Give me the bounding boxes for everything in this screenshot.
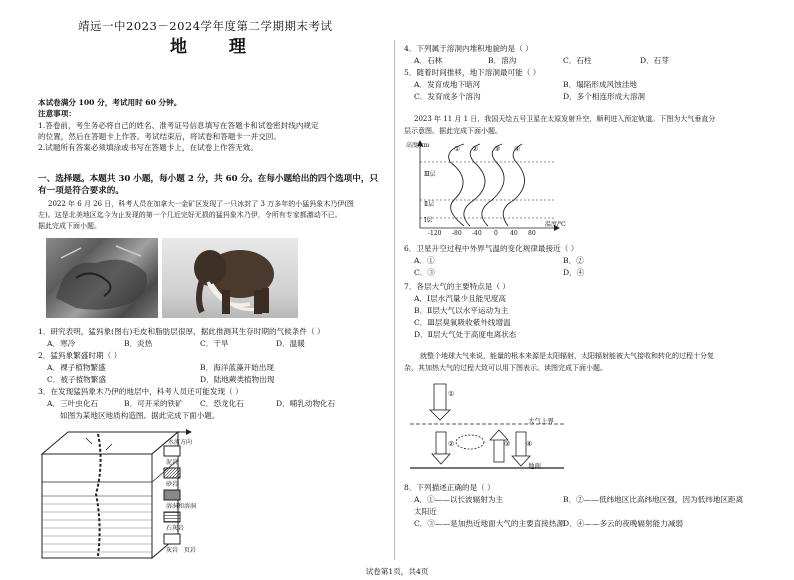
q3-option-a[interactable]: A．三叶虫化石	[47, 399, 99, 408]
section-heading-2: 有一项是符合要求的。	[38, 186, 124, 196]
q8-option-b-cont: 太阳近	[414, 507, 437, 516]
layer-label-2: Ⅱ层	[424, 201, 435, 208]
notice-item-1b: 的位置，然后在答题卡上作答。考试结束后，将试卷和答题卡一并交回。	[38, 132, 281, 141]
intro-text-3: 据此完成下面小题。	[38, 222, 101, 230]
q6-option-b[interactable]: B．②	[563, 256, 584, 265]
intro-satellite-2: 层示意图。据此完成下面小题。	[404, 127, 502, 135]
notice-item-2: 2.试题所有答案必须填涂或书写在答题卡上，在试卷上作答无效。	[38, 143, 258, 152]
q4-option-d[interactable]: D．石芽	[640, 56, 669, 65]
q7-option-d[interactable]: D．Ⅱ层大气处于高度电离状态	[414, 330, 517, 339]
legend-item-6: 页岩	[184, 547, 197, 554]
tick-3: -40	[472, 230, 482, 237]
chart-ylabel: 高度/km	[406, 142, 430, 149]
q5-option-b[interactable]: B．塌陷形成风蚀洼地	[563, 80, 637, 89]
q6-stem: 6．卫星升空过程中外界气温的变化规律最接近（ ）	[404, 244, 579, 253]
q7-option-a[interactable]: A．Ⅰ层水汽量少且能见度高	[414, 294, 507, 303]
mummy-illustration	[46, 238, 158, 318]
q5-stem: 5．随着时间推移，地下溶洞最可能（ ）	[404, 68, 541, 77]
q6-option-c[interactable]: C．③	[414, 268, 435, 277]
curve-3	[482, 144, 504, 226]
ground-label: 地面	[528, 462, 541, 470]
q1-option-b[interactable]: B．炎热	[124, 339, 153, 348]
diagram-num-4: ④	[526, 440, 533, 448]
intro-text-2: 左)。这是北美地区迄今为止发现的第一个几近完好无损的猛犸象木乃伊，令所有专家都激动不已。	[38, 211, 342, 219]
q7-stem: 7．各层大气的主要特点是（ ）	[404, 282, 510, 291]
legend-item-3: 溶洞和溶洞	[166, 503, 197, 510]
q2-option-c[interactable]: C．被子植物繁盛	[47, 375, 106, 384]
tick-2: -80	[452, 230, 462, 237]
curve-4	[503, 144, 524, 226]
q1-option-d[interactable]: D．温暖	[276, 339, 305, 348]
curve-label-4: ④	[514, 145, 521, 153]
diagram-num-1: ①	[448, 390, 455, 398]
legend-item-5: 灰岩	[166, 547, 179, 554]
diagram-num-3: ③	[504, 440, 511, 448]
q4-option-b[interactable]: B．溶沟	[488, 56, 517, 65]
section-heading: 一、选择题。本题共 30 小题，每小题 2 分，共 60 分。在每小题给出的四个选项中，只	[38, 174, 379, 184]
cloud	[456, 435, 484, 449]
q1-stem: 1．研究表明，猛犸象(图右)毛皮和脂肪层很厚，据此推测其生存时期的气候条件（ ）	[38, 327, 325, 336]
q2-option-d[interactable]: D．陆地蕨类植物出现	[200, 375, 275, 384]
curve-1	[449, 144, 464, 226]
subject-title: 地 理	[170, 37, 264, 57]
q1-option-a[interactable]: A．寒冷	[47, 339, 76, 348]
atmosphere-top-label: 大气上界	[528, 417, 554, 425]
q8-option-d[interactable]: D．④——多云的夜晚辐射能力减弱	[563, 519, 683, 528]
curve-label-3: ③	[494, 145, 501, 153]
tick-1: -120	[428, 230, 442, 237]
tick-5: 40	[510, 230, 518, 237]
mammoth-mummy-photo	[46, 238, 158, 318]
q4-option-a[interactable]: A．石林	[414, 56, 443, 65]
layer-label-1: Ⅰ层	[424, 217, 433, 224]
q3-option-b[interactable]: B．可开采的铁矿	[124, 399, 183, 408]
mammoth-illustration	[162, 238, 298, 318]
q2-option-b[interactable]: B．海洋蓝藻开始出现	[200, 363, 274, 372]
radiation-diagram	[404, 378, 604, 478]
legend-water-flow: 水流方向	[168, 439, 193, 446]
exam-title: 靖远一中2023－2024学年度第二学期期末考试	[78, 19, 333, 33]
tick-4: 0	[494, 230, 498, 237]
q5-option-d[interactable]: D．多个相连形成大溶洞	[563, 92, 646, 101]
q4-stem: 4．下列属于溶洞内堆积地貌的是（ ）	[404, 44, 533, 53]
legend-item-2: 砂岩	[166, 481, 179, 488]
q8-option-c[interactable]: C．③——是加热近地面大气的主要直接热源	[414, 519, 565, 528]
column-divider	[394, 40, 395, 560]
q8-option-b[interactable]: B．②——低纬地区比高纬地区强，因为低纬地区距离	[563, 495, 744, 504]
page-footer: 试卷第1页，共4页	[365, 567, 429, 576]
q3-option-d[interactable]: D．哺乳动物化石	[276, 399, 336, 408]
q3-option-c[interactable]: C．恐龙化石	[200, 399, 244, 408]
q3-stem: 3．在发现猛犸象木乃伊的地层中，科考人员还可能发现（ ）	[38, 387, 243, 396]
q6-option-d[interactable]: D．④	[563, 268, 585, 277]
q5-option-c[interactable]: C．发育成多个溶沟	[414, 92, 481, 101]
q5-option-a[interactable]: A．发育成地下暗河	[414, 80, 481, 89]
q1-option-c[interactable]: C．干旱	[200, 339, 229, 348]
q2-option-a[interactable]: A．裸子植物繁盛	[47, 363, 106, 372]
layer-label-3: Ⅲ层	[424, 171, 436, 178]
q2-stem: 2．猛犸象繁盛时期（ ）	[38, 351, 122, 360]
q8-option-a[interactable]: A．①——以长波辐射为主	[414, 495, 504, 504]
q4-option-c[interactable]: C．石柱	[563, 56, 592, 65]
curve-label-1: ①	[454, 145, 461, 153]
notice-item-1: 1.答卷前，考生务必将自己的姓名、准考证号信息填写在答题卡和试卷密封线内规定	[38, 121, 319, 130]
legend-item-1: 泥岩	[166, 459, 179, 466]
curve-label-2: ②	[472, 145, 479, 153]
tick-6: 80	[528, 230, 536, 237]
chart-xlabel: 温度/℃	[545, 221, 566, 228]
q7-option-c[interactable]: C．Ⅲ层臭氧吸收紫外线增温	[414, 318, 511, 327]
score-line: 本试卷满分 100 分，考试用时 60 分钟。	[38, 98, 182, 107]
arrow-4	[512, 432, 533, 466]
mammoth-photo	[162, 238, 298, 318]
intro-radiation-1: 就整个地球大气来说，能量的根本来源是太阳辐射，太阳辐射能被大气接收和转化的过程十分复	[420, 352, 714, 360]
intro-text-1: 2022 年 6 月 26 日，科考人员在加拿大一金矿区发现了一只冰封了 3 万多年的小猛犸象木乃伊(图	[48, 200, 354, 208]
intro-radiation-2: 杂，其加热大气的过程大致可以用下图表示。读图完成下面小题。	[404, 364, 607, 372]
intro-geology: 如图为某地区地质构造图。据此完成下面小题。	[60, 411, 220, 420]
q6-option-a[interactable]: A．①	[414, 256, 435, 265]
q7-option-b[interactable]: B．Ⅱ层大气以水平运动为主	[414, 306, 509, 315]
intro-satellite-1: 2023 年 11 月 1 日，我国天绘五号卫星在太原发射升空，顺利进入预定轨道。下图为大气垂直分	[414, 115, 716, 123]
legend-item-4: 石灰岩	[166, 525, 185, 532]
notice-title: 注意事项：	[38, 109, 76, 118]
diagram-num-2: ②	[448, 440, 455, 448]
q8-stem: 8．下列描述正确的是（ ）	[404, 483, 495, 492]
arrow-1	[430, 384, 450, 420]
